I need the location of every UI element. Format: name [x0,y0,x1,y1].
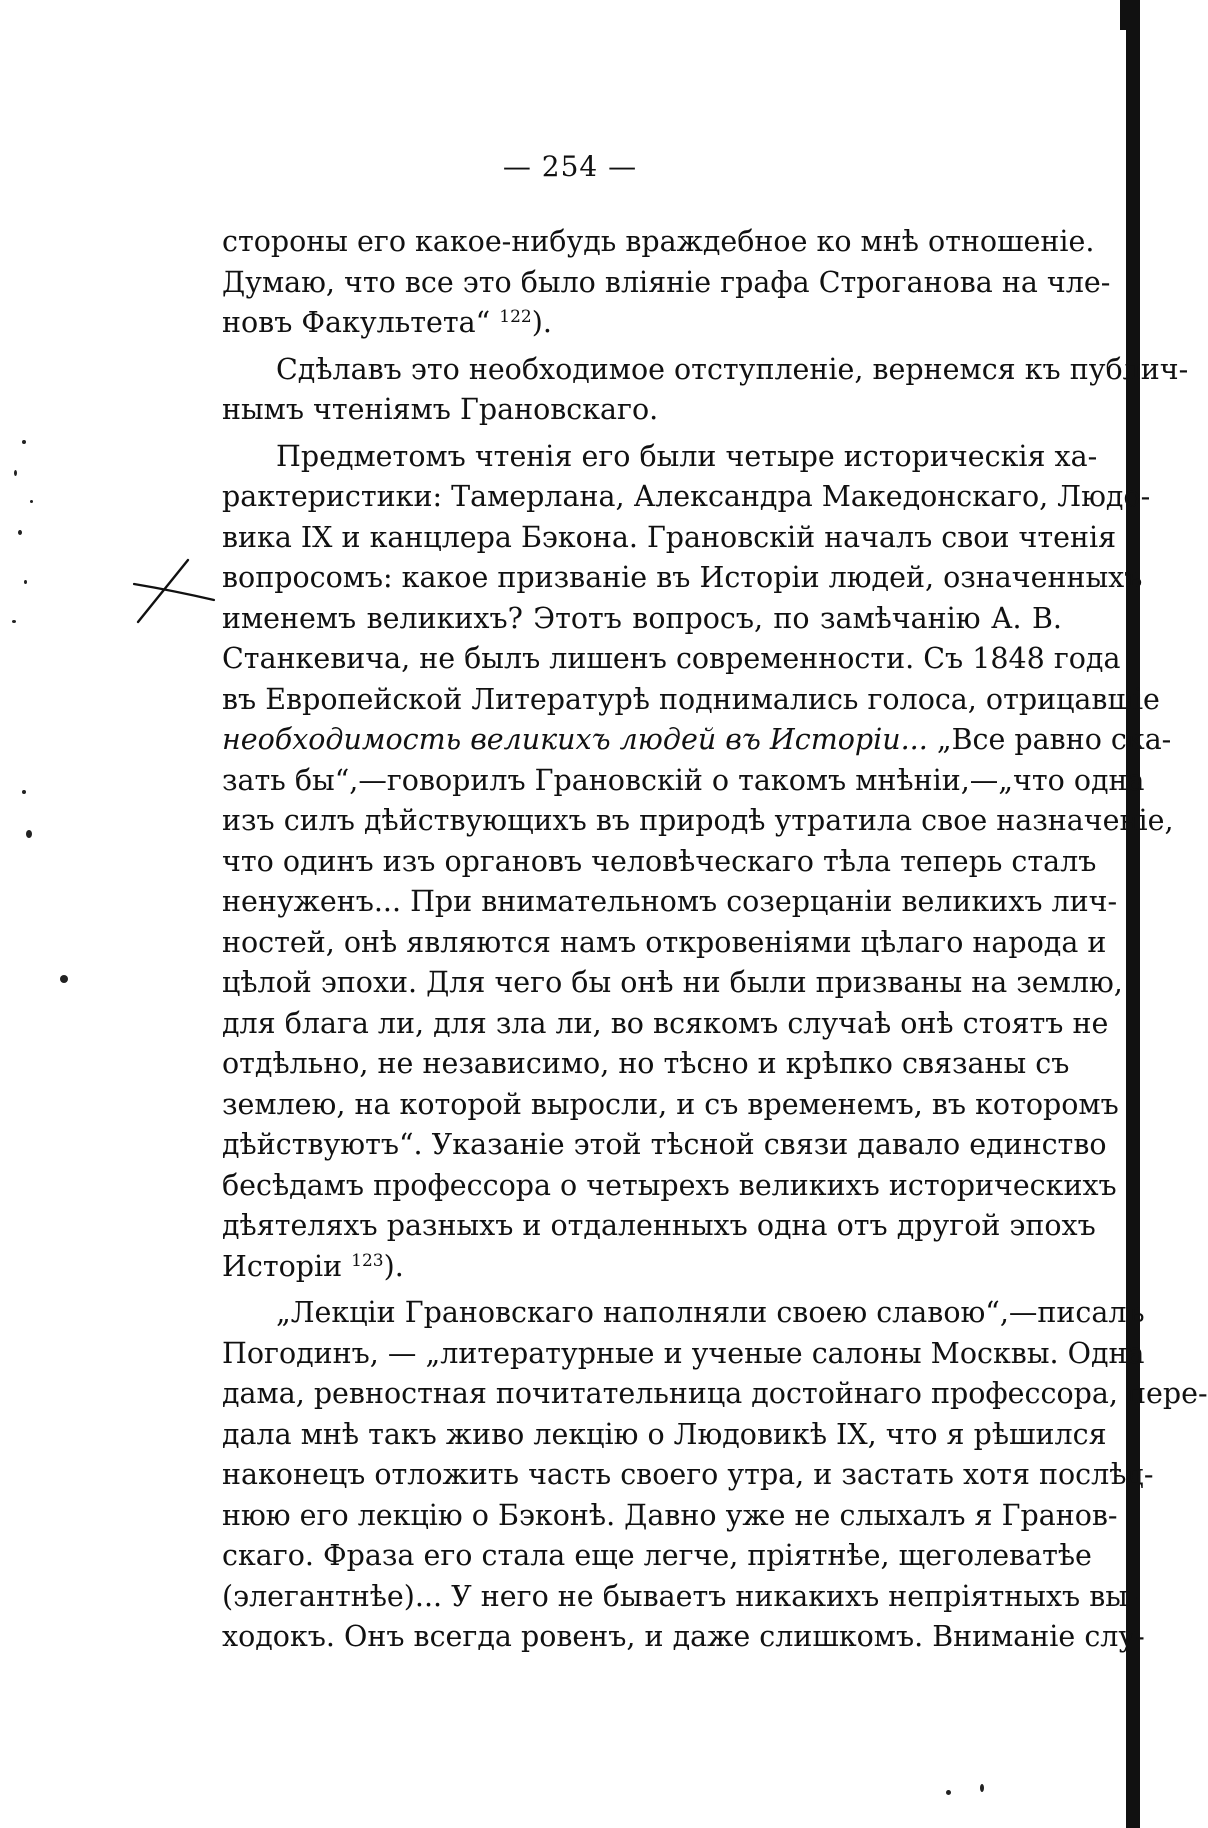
text-line [222,477,1151,518]
margin-speck [12,620,16,623]
margin-speck [26,830,32,838]
line-text: землею, на которой выросли, и съ временемъ, въ которомъ [222,1087,1119,1121]
line-text: дала мнѣ такъ живо лекцію о Людовикѣ IX, что я рѣшился [222,1417,1107,1451]
text-line [222,390,1062,431]
line-text: вопросомъ: какое призваніе въ Исторіи людей, означенныхъ [222,561,1143,594]
text-line [222,1044,1070,1085]
text-line [222,1293,1145,1334]
line-text: бесѣдамъ профессора о четырехъ великихъ историческихъ [222,1168,1117,1202]
text-line [222,437,1098,478]
line-text: именемъ великихъ? Этотъ вопросъ, по замѣчанію А. В. [222,601,1062,635]
line-text: цѣлой эпохи. Для чего бы онѣ ни были призваны на землю, [222,966,1123,999]
text-line [222,518,1117,559]
text-line [222,1247,1062,1288]
line-text: скаго. Фраза его стала еще легче, пріятнѣе, щеголеватѣе [222,1539,1092,1572]
text-line [222,303,1062,344]
line-text: Исторіи [222,1249,352,1283]
line-text: рактеристики: Тамерлана, Александра Македонскаго, Людо- [222,480,1151,513]
text-line [222,1004,1109,1045]
line-text: (элегантнѣе)... У него не бываетъ никакихъ непріятныхъ вы- [222,1579,1138,1613]
line-text: ненуженъ... При внимательномъ созерцаніи великихъ лич- [222,885,1118,918]
text-line [222,842,1097,883]
line-text: наконецъ отложить часть своего утра, и застать хотя послѣд- [222,1458,1154,1491]
text-line [222,963,1123,1004]
scan-edge-shadow [1126,0,1140,1828]
text-line [222,923,1107,964]
line-text: нымъ чтеніямъ Грановскаго. [222,393,659,426]
text-line [222,1536,1092,1577]
text-line [222,1617,1145,1658]
text-line [222,801,1174,842]
line-text: Сдѣлавъ это необходимое отступленіе, вернемся къ публич- [276,352,1189,386]
line-text: ностей, онѣ являются намъ откровеніями цѣлаго народа и [222,925,1107,959]
line-text: зать бы“,—говорилъ Грановскій о такомъ мнѣніи,—„что одна [222,763,1145,797]
line-text: новъ Факультета“ [222,306,500,339]
line-text: для блага ли, для зла ли, во всякомъ случаѣ онѣ стоятъ не [222,1006,1109,1040]
footnote-ref: 122 [499,307,532,327]
margin-speck [18,530,22,535]
text-line [222,599,1062,640]
emphasis-text: необходимость великихъ людей въ Исторіи... [222,723,928,756]
text-line [222,1496,1118,1537]
margin-speck [22,440,26,444]
margin-speck [24,580,27,584]
line-text: нюю его лекцію о Бэконѣ. Давно уже не слыхалъ я Гранов- [222,1498,1118,1532]
line-text: Предметомъ чтенія его были четыре историческія ха- [276,439,1098,473]
line-text: что одинъ изъ органовъ человѣческаго тѣла теперь сталъ [222,844,1097,878]
text-line [222,350,1189,391]
page-number: — 254 — [502,150,638,183]
scan-edge-corner [1120,0,1130,30]
text-line [222,639,1121,680]
footnote-ref: 123 [351,1250,384,1271]
text-line [222,1085,1119,1126]
text-line [222,263,1111,304]
handwritten-cross-mark [128,556,218,626]
text-line [222,558,1143,599]
line-text: изъ силъ дѣйствующихъ въ природѣ утратила свое назначеніе, [222,804,1174,837]
margin-speck [60,975,68,983]
line-text-tail: „Все равно ска- [927,723,1172,756]
margin-speck [14,470,17,476]
line-text: Думаю, что все это было вліяніе графа Строганова на чле- [222,265,1111,299]
line-text: „Лекціи Грановскаго наполняли своею славою“,—писалъ [276,1296,1145,1329]
margin-speck [30,500,33,503]
line-text-tail: ). [531,306,552,339]
line-text-tail: ). [383,1249,404,1283]
text-line [222,1577,1138,1618]
line-text: стороны его какое-нибудь враждебное ко мнѣ отношеніе. [222,225,1095,258]
line-text: дѣятеляхъ разныхъ и отдаленныхъ одна отъ другой эпохъ [222,1209,1096,1242]
body-text [222,222,1208,1658]
text-line [222,680,1160,721]
text-line [222,720,1172,761]
line-text: вика IX и канцлера Бэкона. Грановскій началъ свои чтенія [222,520,1117,554]
line-text: дѣйствуютъ“. Указаніе этой тѣсной связи давало единство [222,1128,1107,1161]
text-line [222,761,1145,802]
text-line [222,882,1118,923]
text-line [222,1415,1107,1456]
line-text: отдѣльно, не независимо, но тѣсно и крѣпко связаны съ [222,1047,1070,1080]
line-text: Погодинъ, — „литературные и ученые салоны Москвы. Одна [222,1336,1145,1370]
margin-speck [22,790,26,794]
text-line [222,222,1095,263]
margin-speck [946,1790,951,1795]
text-line [222,1374,1208,1415]
line-text: въ Европейской Литературѣ поднимались голоса, отрицавшіе [222,682,1160,716]
line-text: Станкевича, не былъ лишенъ современности. Съ 1848 года [222,642,1121,675]
line-text: ходокъ. Онъ всегда ровенъ, и даже слишкомъ. Вниманіе слу- [222,1620,1145,1653]
text-line [222,1206,1096,1247]
margin-speck [980,1784,984,1792]
text-line [222,1125,1107,1166]
text-line [222,1455,1154,1496]
line-text: дама, ревностная почитательница достойнаго профессора, пере- [222,1377,1208,1410]
text-line [222,1166,1117,1207]
text-line [222,1334,1145,1375]
